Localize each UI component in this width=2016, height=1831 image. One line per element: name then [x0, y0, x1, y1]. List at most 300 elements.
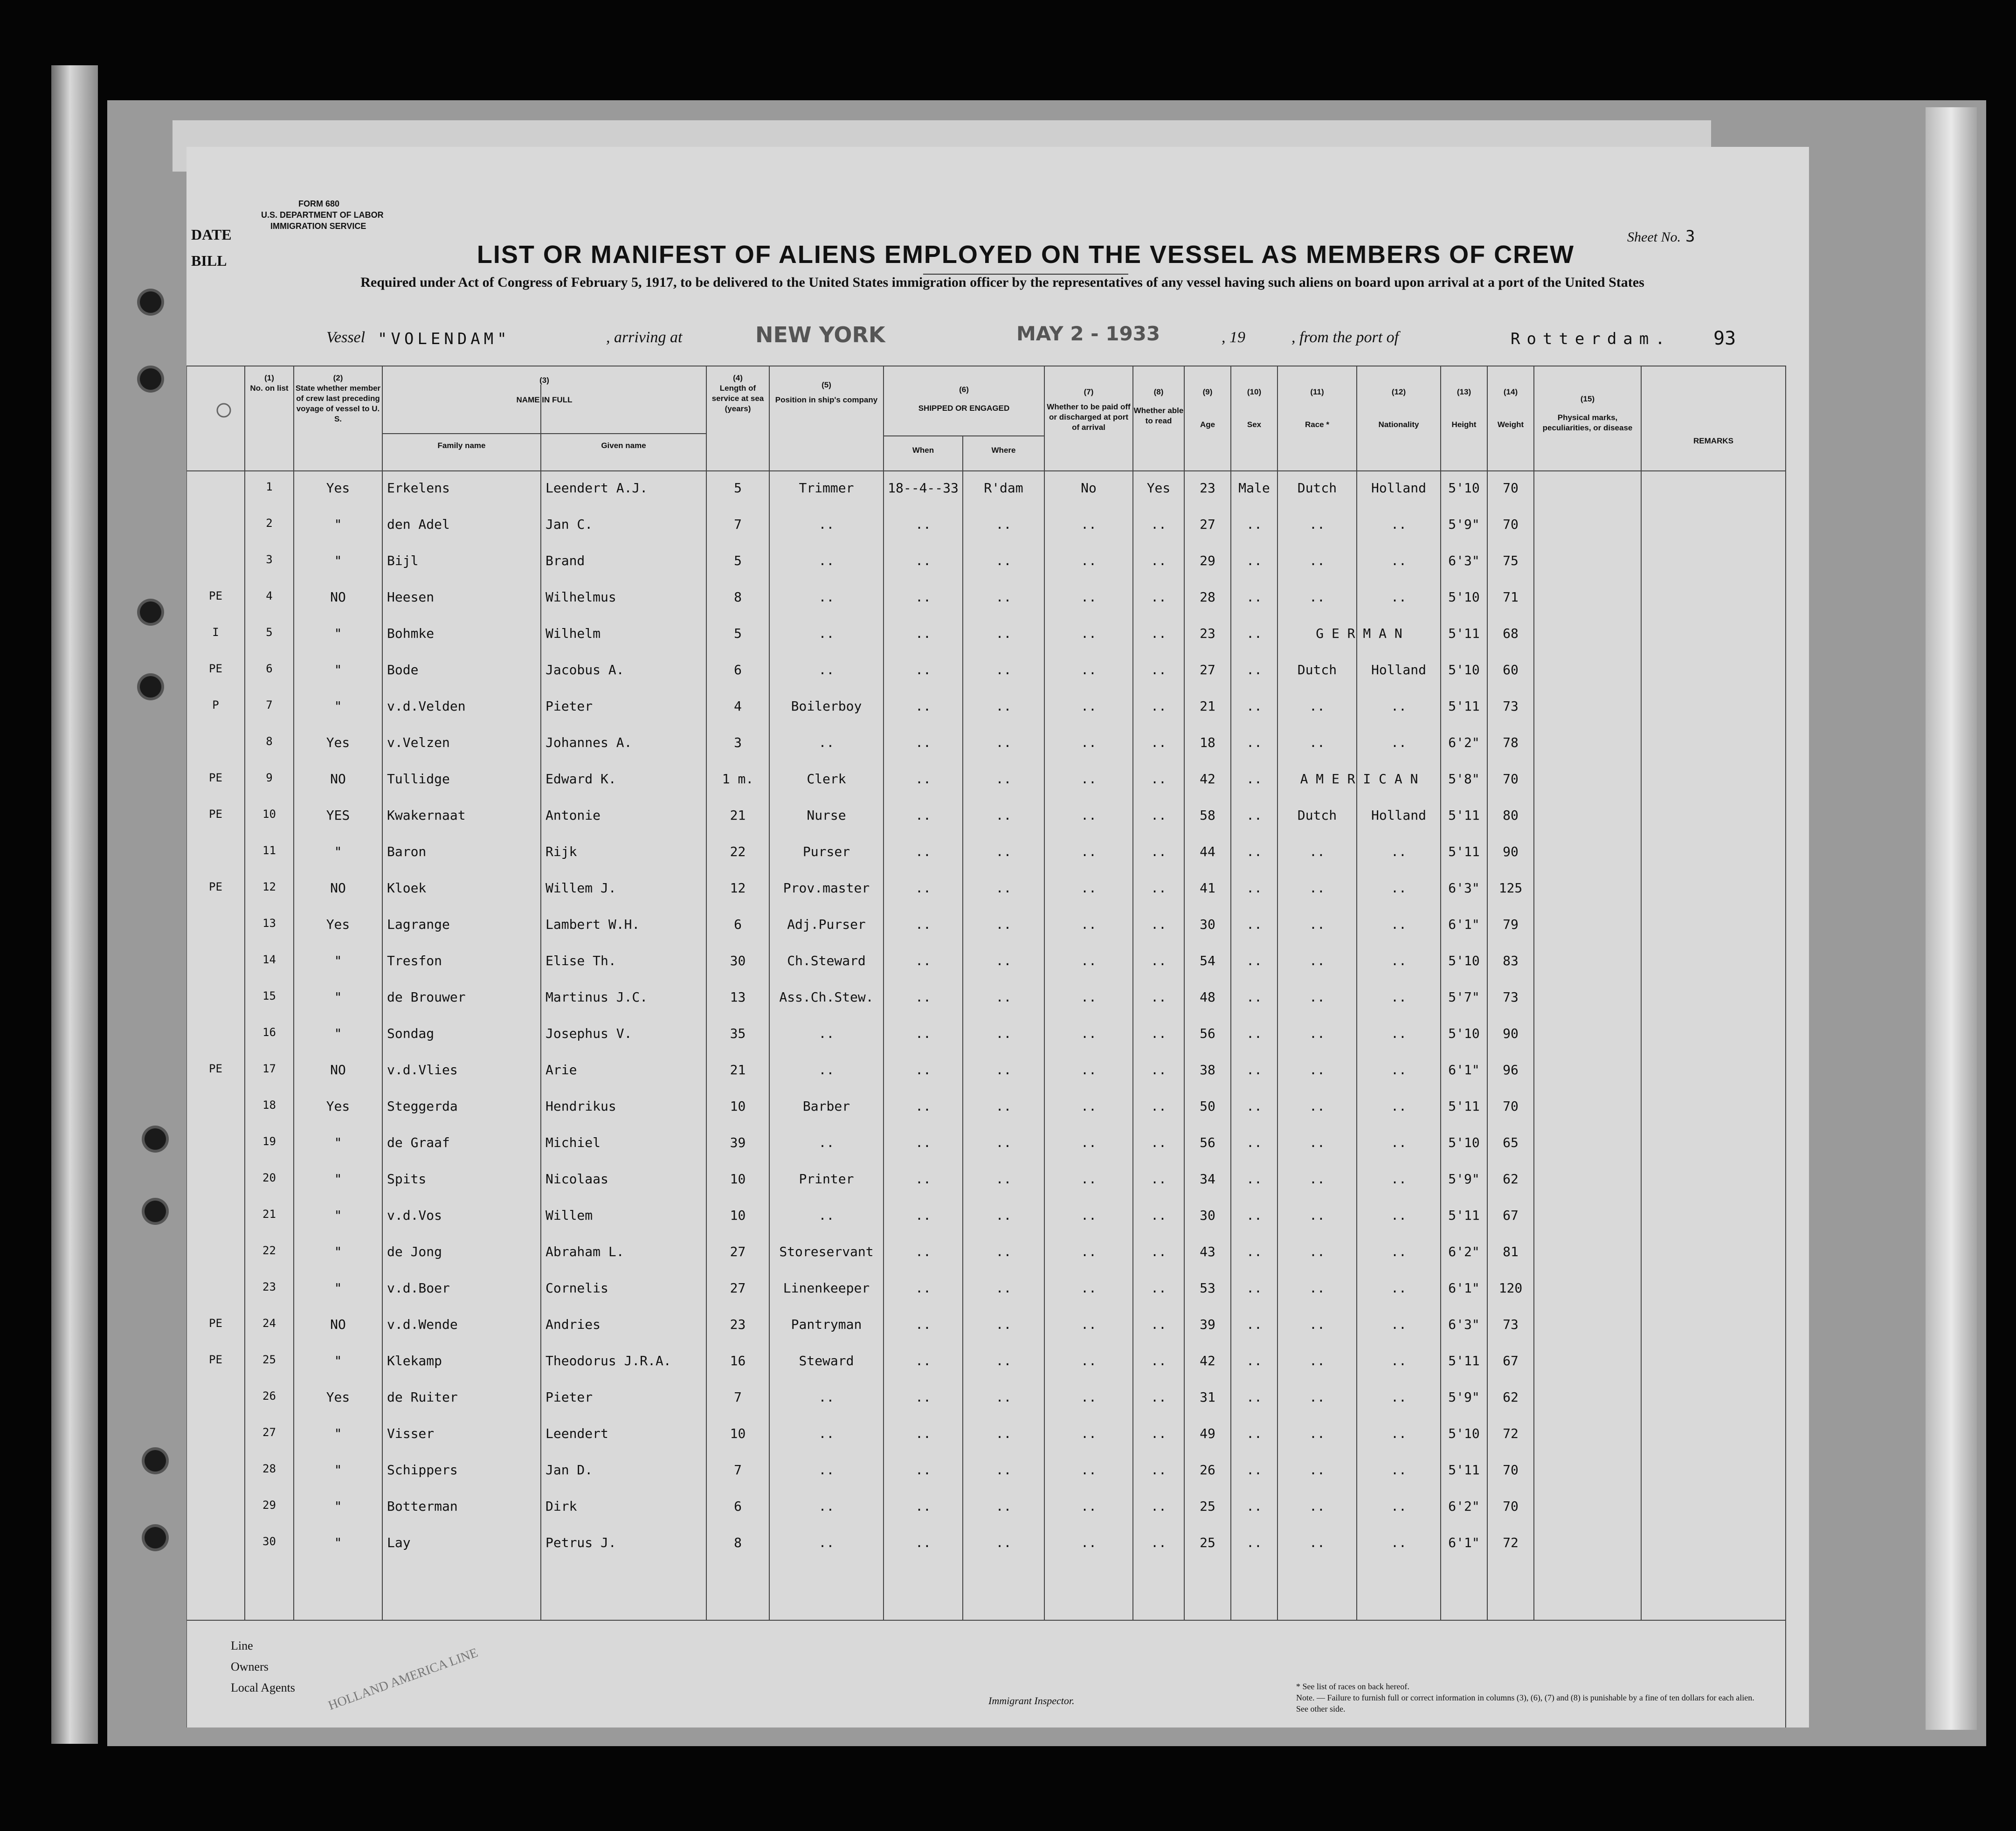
- paid-off-cell: ..: [1081, 553, 1097, 568]
- position-cell: ..: [818, 1062, 835, 1078]
- height-cell: 6'1": [1448, 1280, 1480, 1296]
- service-years-cell: 7: [734, 517, 742, 532]
- paid-off-cell: ..: [1081, 771, 1097, 787]
- col-shipped-label: SHIPPED OR ENGAGED: [918, 404, 1010, 413]
- nationality-cell: ..: [1391, 1535, 1407, 1550]
- given-name-cell: Abraham L.: [545, 1244, 624, 1259]
- service-years-cell: 7: [734, 1389, 742, 1405]
- col-read-number: (8): [1153, 387, 1164, 396]
- shipped-when-cell: ..: [915, 1280, 931, 1296]
- shipped-when-cell: ..: [915, 698, 931, 714]
- race-cell: Dutch: [1297, 808, 1337, 823]
- service-years-cell: 10: [730, 1171, 746, 1187]
- previous-voyage-cell: ": [334, 698, 342, 714]
- weight-cell: 70: [1503, 1499, 1519, 1514]
- margin-mark-cell: PE: [209, 880, 222, 893]
- sex-cell: ..: [1246, 917, 1262, 932]
- race-cell: ..: [1309, 553, 1325, 568]
- shipped-where-cell: ..: [995, 662, 1012, 677]
- nationality-cell: Holland: [1371, 662, 1426, 677]
- shipped-where-cell: ..: [995, 1171, 1012, 1187]
- race-cell: ..: [1309, 1208, 1325, 1223]
- previous-voyage-cell: ": [334, 1353, 342, 1368]
- shipped-where-cell: ..: [995, 844, 1012, 859]
- shipped-when-cell: ..: [915, 662, 931, 677]
- arrival-date: MAY 2 - 1933: [1016, 322, 1160, 345]
- height-cell: 6'3": [1448, 553, 1480, 568]
- height-cell: 5'11: [1448, 626, 1480, 641]
- paid-off-cell: ..: [1081, 989, 1097, 1005]
- height-cell: 5'11: [1448, 844, 1480, 859]
- footnote-penalty: Note. — Failure to furnish full or correct information in columns (3), (6), (7) and (8) is punishable by a fine of ten dollars for each alien. See other side.: [1296, 1693, 1754, 1714]
- service-years-cell: 23: [730, 1317, 746, 1332]
- able-to-read-cell: ..: [1151, 1135, 1167, 1150]
- row-number-cell: 1: [266, 480, 273, 493]
- shipped-where-cell: ..: [995, 771, 1012, 787]
- family-name-cell: v.d.Vos: [387, 1208, 442, 1223]
- col-where-header: Where: [991, 446, 1016, 455]
- weight-cell: 120: [1498, 1280, 1523, 1296]
- nationality-cell: ..: [1391, 844, 1407, 859]
- sex-cell: ..: [1246, 626, 1262, 641]
- local-agents-label: Local Agents: [231, 1681, 295, 1694]
- service-years-cell: 22: [730, 844, 746, 859]
- col-sex-label: Sex: [1247, 420, 1262, 429]
- row-number-cell: 2: [266, 517, 273, 530]
- margin-mark-cell: PE: [209, 662, 222, 675]
- shipped-where-cell: ..: [995, 735, 1012, 750]
- sex-cell: ..: [1246, 1171, 1262, 1187]
- col-height-header: [1441, 387, 1487, 430]
- height-cell: 6'3": [1448, 880, 1480, 896]
- height-cell: 5'11: [1448, 1099, 1480, 1114]
- paid-off-cell: ..: [1081, 1499, 1097, 1514]
- shipped-where-cell: ..: [995, 1062, 1012, 1078]
- race-cell: ..: [1309, 1462, 1325, 1478]
- vessel-label: Vessel: [326, 329, 366, 346]
- position-cell: Prov.master: [783, 880, 870, 896]
- col-read-header: [1133, 387, 1184, 426]
- col-weight-header: [1487, 387, 1534, 430]
- given-name-cell: Wilhelm: [545, 626, 601, 641]
- able-to-read-cell: ..: [1151, 735, 1167, 750]
- height-cell: 5'9": [1448, 517, 1480, 532]
- col-sex-number: (10): [1247, 387, 1262, 396]
- row-number-cell: 5: [266, 626, 273, 639]
- paid-off-cell: ..: [1081, 626, 1097, 641]
- race-cell: ..: [1309, 1099, 1325, 1114]
- age-cell: 42: [1200, 1353, 1215, 1368]
- weight-cell: 62: [1503, 1171, 1519, 1187]
- footnote-races: * See list of races on back hereof.: [1296, 1682, 1409, 1691]
- weight-cell: 75: [1503, 553, 1519, 568]
- nationality-cell: ..: [1391, 517, 1407, 532]
- shipped-where-cell: ..: [995, 626, 1012, 641]
- family-name-cell: Steggerda: [387, 1099, 458, 1114]
- race-cell: ..: [1309, 1135, 1325, 1150]
- given-name-cell: Antonie: [545, 808, 601, 823]
- nationality-cell: ..: [1391, 1317, 1407, 1332]
- holland-america-stamp: HOLLAND AMERICA LINE: [326, 1645, 480, 1714]
- height-cell: 5'11: [1448, 698, 1480, 714]
- race-cell: ..: [1309, 880, 1325, 896]
- sex-cell: ..: [1246, 1535, 1262, 1550]
- weight-cell: 62: [1503, 1389, 1519, 1405]
- shipped-where-cell: ..: [995, 1026, 1012, 1041]
- col-weight-label: Weight: [1497, 420, 1524, 429]
- service-years-cell: 13: [730, 989, 746, 1005]
- position-cell: ..: [818, 735, 835, 750]
- given-name-cell: Jacobus A.: [545, 662, 624, 677]
- position-cell: ..: [818, 1499, 835, 1514]
- col-no-number: (1): [264, 373, 274, 382]
- service-years-cell: 1 m.: [722, 771, 754, 787]
- row-number-cell: 13: [262, 917, 276, 930]
- position-cell: ..: [818, 517, 835, 532]
- age-cell: 23: [1200, 480, 1215, 496]
- col-age-header: [1184, 387, 1231, 430]
- age-cell: 43: [1200, 1244, 1215, 1259]
- sheet-label: Sheet No.: [1627, 229, 1681, 245]
- weight-cell: 90: [1503, 1026, 1519, 1041]
- given-name-cell: Willem J.: [545, 880, 616, 896]
- family-name-cell: Bijl: [387, 553, 419, 568]
- service-years-cell: 4: [734, 698, 742, 714]
- family-name-cell: v.d.Boer: [387, 1280, 450, 1296]
- col-race-header: [1277, 387, 1357, 430]
- service-years-cell: 7: [734, 1462, 742, 1478]
- col-name-number: (3): [539, 376, 549, 385]
- able-to-read-cell: ..: [1151, 553, 1167, 568]
- position-cell: ..: [818, 1135, 835, 1150]
- given-name-cell: Rijk: [545, 844, 577, 859]
- nationality-cell: ..: [1391, 1426, 1407, 1441]
- col-no-header: [245, 373, 294, 394]
- shipped-where-cell: ..: [995, 517, 1012, 532]
- nationality-cell: ..: [1391, 1208, 1407, 1223]
- family-name-cell: de Jong: [387, 1244, 442, 1259]
- age-cell: 27: [1200, 517, 1215, 532]
- col-service-header: [706, 373, 769, 414]
- paid-off-cell: ..: [1081, 1280, 1097, 1296]
- service-years-cell: 16: [730, 1353, 746, 1368]
- previous-voyage-cell: ": [334, 844, 342, 859]
- given-name-cell: Willem: [545, 1208, 593, 1223]
- row-number-cell: 14: [262, 953, 276, 966]
- able-to-read-cell: ..: [1151, 844, 1167, 859]
- row-number-cell: 10: [262, 808, 276, 821]
- col-nationality-header: [1357, 387, 1441, 430]
- col-shipped-header: [884, 385, 1044, 414]
- col-shipped-number: (6): [959, 385, 969, 394]
- position-cell: ..: [818, 1389, 835, 1405]
- given-name-cell: Cornelis: [545, 1280, 608, 1296]
- previous-voyage-cell: ": [334, 1462, 342, 1478]
- sex-cell: ..: [1246, 1389, 1262, 1405]
- age-cell: 28: [1200, 589, 1215, 605]
- col-age-label: Age: [1200, 420, 1215, 429]
- family-name-cell: v.d.Vlies: [387, 1062, 458, 1078]
- height-cell: 6'3": [1448, 1317, 1480, 1332]
- position-cell: Printer: [799, 1171, 854, 1187]
- row-number-cell: 18: [262, 1099, 276, 1112]
- position-cell: Purser: [802, 844, 850, 859]
- able-to-read-cell: ..: [1151, 953, 1167, 968]
- weight-cell: 67: [1503, 1208, 1519, 1223]
- weight-cell: 70: [1503, 1462, 1519, 1478]
- weight-cell: 65: [1503, 1135, 1519, 1150]
- shipped-where-cell: ..: [995, 1499, 1012, 1514]
- shipped-when-cell: ..: [915, 1208, 931, 1223]
- weight-cell: 70: [1503, 480, 1519, 496]
- previous-voyage-cell: ": [334, 953, 342, 968]
- race-cell: ..: [1309, 698, 1325, 714]
- margin-mark-cell: PE: [209, 771, 222, 784]
- service-years-cell: 5: [734, 480, 742, 496]
- col-given-header: Given name: [601, 441, 646, 450]
- able-to-read-cell: ..: [1151, 1389, 1167, 1405]
- col-read-label: Whether able to read: [1133, 406, 1184, 425]
- height-cell: 6'2": [1448, 1499, 1480, 1514]
- height-cell: 5'11: [1448, 808, 1480, 823]
- given-name-cell: Wilhelmus: [545, 589, 616, 605]
- able-to-read-cell: ..: [1151, 1208, 1167, 1223]
- row-number-cell: 16: [262, 1026, 276, 1039]
- punch-hole: [145, 1527, 166, 1548]
- service-years-cell: 10: [730, 1208, 746, 1223]
- height-cell: 5'10: [1448, 953, 1480, 968]
- col-sex-header: [1231, 387, 1277, 430]
- weight-cell: 71: [1503, 589, 1519, 605]
- able-to-read-cell: ..: [1151, 1426, 1167, 1441]
- family-name-cell: Erkelens: [387, 480, 450, 496]
- family-name-cell: Klekamp: [387, 1353, 442, 1368]
- height-cell: 6'1": [1448, 917, 1480, 932]
- given-name-cell: Theodorus J.R.A.: [545, 1353, 671, 1368]
- shipped-where-cell: ..: [995, 698, 1012, 714]
- able-to-read-cell: ..: [1151, 771, 1167, 787]
- shipped-when-cell: ..: [915, 808, 931, 823]
- race-cell: G E R M A N: [1316, 626, 1402, 641]
- page-title: LIST OR MANIFEST OF ALIENS EMPLOYED ON THE VESSEL AS MEMBERS OF CREW: [476, 241, 1575, 269]
- col-prev-header: [294, 373, 382, 424]
- position-cell: ..: [818, 589, 835, 605]
- row-number-cell: 12: [262, 880, 276, 893]
- sex-cell: ..: [1246, 662, 1262, 677]
- sex-cell: ..: [1246, 1499, 1262, 1514]
- service-years-cell: 27: [730, 1244, 746, 1259]
- able-to-read-cell: ..: [1151, 517, 1167, 532]
- shipped-when-cell: ..: [915, 1499, 931, 1514]
- height-cell: 5'10: [1448, 662, 1480, 677]
- weight-cell: 72: [1503, 1426, 1519, 1441]
- sex-cell: ..: [1246, 1353, 1262, 1368]
- previous-voyage-cell: ": [334, 1171, 342, 1187]
- shipped-where-cell: ..: [995, 1426, 1012, 1441]
- height-cell: 5'7": [1448, 989, 1480, 1005]
- family-name-cell: v.d.Velden: [387, 698, 466, 714]
- age-cell: 48: [1200, 989, 1215, 1005]
- shipped-when-cell: ..: [915, 1026, 931, 1041]
- age-cell: 34: [1200, 1171, 1215, 1187]
- previous-voyage-cell: ": [334, 662, 342, 677]
- given-name-cell: Petrus J.: [545, 1535, 616, 1550]
- height-cell: 5'8": [1448, 771, 1480, 787]
- col-remarks-header: REMARKS: [1693, 436, 1733, 445]
- height-cell: 5'11: [1448, 1208, 1480, 1223]
- col-marks-label: Physical marks, peculiarities, or disease: [1542, 413, 1633, 432]
- margin-mark-cell: PE: [209, 808, 222, 821]
- nationality-cell: ..: [1391, 1389, 1407, 1405]
- shipped-where-cell: ..: [995, 1353, 1012, 1368]
- sex-cell: ..: [1246, 1244, 1262, 1259]
- row-number-cell: 20: [262, 1171, 276, 1184]
- nationality-cell: ..: [1391, 880, 1407, 896]
- col-position-header: [769, 380, 884, 405]
- paid-off-cell: ..: [1081, 1426, 1097, 1441]
- weight-cell: 68: [1503, 626, 1519, 641]
- row-number-cell: 21: [262, 1208, 276, 1221]
- shipped-where-cell: R'dam: [984, 480, 1023, 496]
- position-cell: Linenkeeper: [783, 1280, 870, 1296]
- position-cell: Trimmer: [799, 480, 854, 496]
- service-years-cell: 12: [730, 880, 746, 896]
- race-cell: ..: [1309, 1280, 1325, 1296]
- previous-voyage-cell: ": [334, 626, 342, 641]
- sex-cell: ..: [1246, 1317, 1262, 1332]
- shipped-where-cell: ..: [995, 1208, 1012, 1223]
- paid-off-cell: ..: [1081, 517, 1097, 532]
- service-years-cell: 6: [734, 1499, 742, 1514]
- position-cell: Storeservant: [779, 1244, 874, 1259]
- row-number-cell: 30: [262, 1535, 276, 1548]
- departure-port: Rotterdam.: [1511, 330, 1671, 348]
- family-name-cell: v.Velzen: [387, 735, 450, 750]
- height-cell: 6'2": [1448, 735, 1480, 750]
- able-to-read-cell: ..: [1151, 1317, 1167, 1332]
- given-name-cell: Michiel: [545, 1135, 601, 1150]
- shipped-when-cell: ..: [915, 553, 931, 568]
- given-name-cell: Josephus V.: [545, 1026, 632, 1041]
- binder-spine: [51, 65, 98, 1744]
- given-name-cell: Edward K.: [545, 771, 616, 787]
- row-number-cell: 15: [262, 989, 276, 1002]
- shipped-where-cell: ..: [995, 808, 1012, 823]
- row-number-cell: 27: [262, 1426, 276, 1439]
- nationality-cell: ..: [1391, 1353, 1407, 1368]
- line-label: Line: [231, 1639, 253, 1652]
- vessel-name: "VOLENDAM": [378, 330, 511, 348]
- height-cell: 5'9": [1448, 1171, 1480, 1187]
- service-years-cell: 6: [734, 662, 742, 677]
- sex-cell: ..: [1246, 880, 1262, 896]
- weight-cell: 73: [1503, 989, 1519, 1005]
- shipped-when-cell: ..: [915, 880, 931, 896]
- shipped-where-cell: ..: [995, 1135, 1012, 1150]
- shipped-where-cell: ..: [995, 1317, 1012, 1332]
- sex-cell: ..: [1246, 1135, 1262, 1150]
- nationality-cell: ..: [1391, 1062, 1407, 1078]
- position-cell: Barber: [802, 1099, 850, 1114]
- shipped-when-cell: 18--4--33: [888, 480, 959, 496]
- shipped-when-cell: ..: [915, 917, 931, 932]
- row-number-cell: 6: [266, 662, 273, 675]
- previous-voyage-cell: NO: [330, 771, 346, 787]
- able-to-read-cell: ..: [1151, 626, 1167, 641]
- shipped-when-cell: ..: [915, 1171, 931, 1187]
- given-name-cell: Hendrikus: [545, 1099, 616, 1114]
- row-number-cell: 9: [266, 771, 273, 784]
- height-cell: 5'10: [1448, 589, 1480, 605]
- service-years-cell: 3: [734, 735, 742, 750]
- family-name-cell: Kloek: [387, 880, 427, 896]
- able-to-read-cell: ..: [1151, 808, 1167, 823]
- previous-voyage-cell: ": [334, 553, 342, 568]
- family-name-cell: Kwakernaat: [387, 808, 466, 823]
- sex-cell: Male: [1238, 480, 1270, 496]
- service-years-cell: 10: [730, 1426, 746, 1441]
- margin-mark-cell: PE: [209, 1062, 222, 1075]
- position-cell: ..: [818, 1462, 835, 1478]
- col-race-number: (11): [1310, 387, 1324, 396]
- nationality-cell: ..: [1391, 1244, 1407, 1259]
- shipped-when-cell: ..: [915, 1535, 931, 1550]
- row-number-cell: 26: [262, 1389, 276, 1403]
- department: U.S. DEPARTMENT OF LABOR: [261, 210, 384, 220]
- shipped-when-cell: ..: [915, 1426, 931, 1441]
- col-marks-header: [1534, 394, 1641, 433]
- age-cell: 58: [1200, 808, 1215, 823]
- col-name-header: [382, 375, 706, 405]
- service-years-cell: 27: [730, 1280, 746, 1296]
- age-cell: 41: [1200, 880, 1215, 896]
- paid-off-cell: ..: [1081, 844, 1097, 859]
- position-cell: Ch.Steward: [787, 953, 866, 968]
- race-cell: ..: [1309, 517, 1325, 532]
- height-cell: 5'11: [1448, 1462, 1480, 1478]
- row-number-cell: 23: [262, 1280, 276, 1293]
- col-race-label: Race *: [1305, 420, 1329, 429]
- able-to-read-cell: ..: [1151, 1171, 1167, 1187]
- paid-off-cell: ..: [1081, 1535, 1097, 1550]
- previous-voyage-cell: ": [334, 989, 342, 1005]
- family-name-cell: den Adel: [387, 517, 450, 532]
- given-name-cell: Nicolaas: [545, 1171, 608, 1187]
- race-cell: ..: [1309, 953, 1325, 968]
- weight-cell: 96: [1503, 1062, 1519, 1078]
- given-name-cell: Leendert A.J.: [545, 480, 648, 496]
- col-paid-header: [1044, 387, 1133, 433]
- position-cell: Steward: [799, 1353, 854, 1368]
- race-cell: ..: [1309, 1244, 1325, 1259]
- able-to-read-cell: ..: [1151, 1099, 1167, 1114]
- previous-voyage-cell: ": [334, 1535, 342, 1550]
- age-cell: 18: [1200, 735, 1215, 750]
- previous-voyage-cell: ": [334, 1135, 342, 1150]
- paid-off-cell: ..: [1081, 1244, 1097, 1259]
- age-cell: 53: [1200, 1280, 1215, 1296]
- page-edge: [1926, 107, 1977, 1730]
- age-cell: 44: [1200, 844, 1215, 859]
- age-cell: 21: [1200, 698, 1215, 714]
- previous-voyage-cell: NO: [330, 1062, 346, 1078]
- previous-voyage-cell: ": [334, 1280, 342, 1296]
- sex-cell: ..: [1246, 808, 1262, 823]
- col-nationality-label: Nationality: [1378, 420, 1419, 429]
- shipped-where-cell: ..: [995, 1244, 1012, 1259]
- nationality-cell: ..: [1391, 1499, 1407, 1514]
- previous-voyage-cell: ": [334, 1426, 342, 1441]
